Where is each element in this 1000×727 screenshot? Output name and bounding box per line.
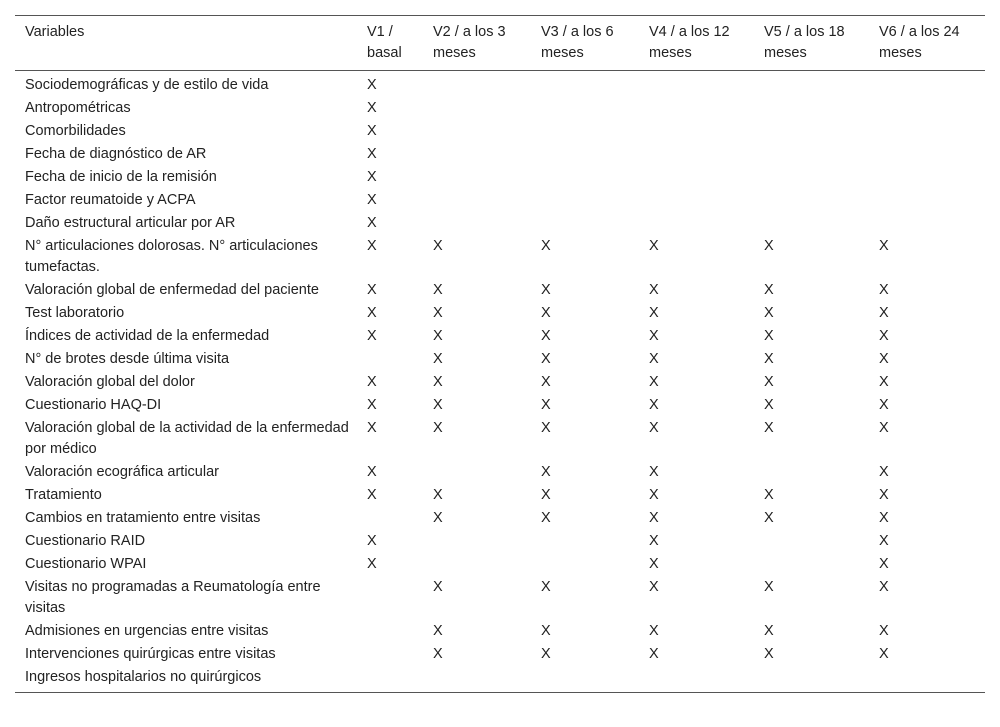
v2-cell: X: [433, 238, 443, 254]
v6-cell: X: [879, 579, 889, 595]
v1-cell: X: [367, 77, 377, 93]
variable-cell: Fecha de diagnóstico de AR: [25, 146, 207, 162]
table-row: [15, 394, 985, 417]
v1-cell: X: [367, 238, 377, 254]
table-body: [15, 71, 985, 693]
v6-cell: X: [879, 238, 889, 254]
variable-cell: Daño estructural articular por AR: [25, 215, 236, 231]
v1-cell: [357, 643, 423, 666]
v2-cell: X: [433, 510, 443, 526]
variable-cell: Tratamiento: [25, 487, 102, 503]
v5-cell: [754, 212, 869, 235]
table-container: [15, 15, 985, 693]
v5-cell: X: [764, 623, 774, 639]
v4-cell: X: [649, 556, 659, 572]
v2-cell: [423, 461, 531, 484]
variable-cell: Intervenciones quirúrgicas entre visitas: [25, 646, 276, 662]
v6-cell: X: [879, 397, 889, 413]
table-row: [15, 325, 985, 348]
v1-cell: X: [367, 282, 377, 298]
v2-cell: X: [433, 282, 443, 298]
table-row: [15, 71, 985, 98]
v6-cell: [869, 166, 985, 189]
v2-cell: X: [433, 397, 443, 413]
variable-cell: Cuestionario RAID: [25, 533, 146, 549]
variable-cell: Test laboratorio: [25, 305, 125, 321]
v6-cell: X: [879, 305, 889, 321]
v1-cell: X: [367, 533, 377, 549]
table-row: [15, 143, 985, 166]
v2-cell: X: [433, 351, 443, 367]
v6-cell: X: [879, 351, 889, 367]
table-row: [15, 484, 985, 507]
v1-cell: X: [367, 420, 377, 436]
v1-cell: [357, 620, 423, 643]
v4-cell: [639, 120, 754, 143]
v4-cell: X: [649, 282, 659, 298]
v4-cell: X: [649, 510, 659, 526]
v6-cell: [869, 189, 985, 212]
table-row: [15, 643, 985, 666]
v6-cell: X: [879, 556, 889, 572]
v5-cell: X: [764, 305, 774, 321]
v2-cell: [423, 71, 531, 98]
table-row: [15, 666, 985, 693]
v3-cell: X: [541, 464, 551, 480]
v2-cell: [423, 553, 531, 576]
v1-cell: X: [367, 215, 377, 231]
v1-cell: X: [367, 556, 377, 572]
v4-cell: X: [649, 305, 659, 321]
v3-cell: X: [541, 623, 551, 639]
v1-cell: X: [367, 328, 377, 344]
v5-cell: [754, 189, 869, 212]
table-row: [15, 576, 985, 620]
table-row: [15, 120, 985, 143]
visits-variables-table: [15, 15, 985, 693]
v4-cell: [639, 666, 754, 693]
v3-cell: [531, 553, 639, 576]
table-row: [15, 212, 985, 235]
v6-cell: X: [879, 646, 889, 662]
v4-cell: X: [649, 487, 659, 503]
v6-cell: X: [879, 510, 889, 526]
v1-cell: [357, 666, 423, 693]
v2-cell: [423, 166, 531, 189]
v5-cell: X: [764, 351, 774, 367]
header-v4: V4 / a los 12 meses: [639, 16, 754, 71]
header-v1: V1 / basal: [357, 16, 423, 71]
table-row: [15, 302, 985, 325]
v6-cell: X: [879, 374, 889, 390]
v3-cell: X: [541, 397, 551, 413]
v3-cell: [531, 143, 639, 166]
table-row: [15, 620, 985, 643]
v3-cell: X: [541, 510, 551, 526]
variable-cell: N° de brotes desde última visita: [25, 351, 230, 367]
v4-cell: [639, 166, 754, 189]
v2-cell: [423, 143, 531, 166]
v6-cell: X: [879, 533, 889, 549]
v5-cell: [754, 120, 869, 143]
v1-cell: X: [367, 464, 377, 480]
variable-cell: Admisiones en urgencias entre visitas: [25, 623, 269, 639]
v6-cell: X: [879, 420, 889, 436]
v3-cell: X: [541, 305, 551, 321]
variable-cell: Valoración global de enfermedad del paciente: [25, 282, 319, 298]
v3-cell: X: [541, 487, 551, 503]
table-row: [15, 417, 985, 461]
v3-cell: [531, 189, 639, 212]
v2-cell: [423, 120, 531, 143]
table-row: [15, 553, 985, 576]
v6-cell: [869, 97, 985, 120]
v5-cell: X: [764, 374, 774, 390]
v2-cell: [423, 530, 531, 553]
v6-cell: X: [879, 282, 889, 298]
v6-cell: X: [879, 464, 889, 480]
v4-cell: X: [649, 397, 659, 413]
table-row: [15, 97, 985, 120]
v2-cell: [423, 189, 531, 212]
v2-cell: X: [433, 579, 443, 595]
variable-cell: Valoración global del dolor: [25, 374, 195, 390]
v5-cell: X: [764, 238, 774, 254]
v1-cell: X: [367, 487, 377, 503]
variable-cell: Cambios en tratamiento entre visitas: [25, 510, 261, 526]
v3-cell: X: [541, 374, 551, 390]
v2-cell: [423, 212, 531, 235]
v3-cell: [531, 666, 639, 693]
v5-cell: [754, 530, 869, 553]
v3-cell: [531, 212, 639, 235]
v2-cell: X: [433, 646, 443, 662]
v4-cell: [639, 143, 754, 166]
v1-cell: [357, 348, 423, 371]
v1-cell: X: [367, 397, 377, 413]
v5-cell: [754, 166, 869, 189]
v4-cell: [639, 97, 754, 120]
table-row: [15, 166, 985, 189]
v2-cell: [423, 97, 531, 120]
variable-cell: N° articulaciones dolorosas. N° articulaciones tumefactas.: [25, 238, 318, 275]
header-v2: V2 / a los 3 meses: [423, 16, 531, 71]
v2-cell: [423, 666, 531, 693]
variable-cell: Antropométricas: [25, 100, 131, 116]
v1-cell: X: [367, 192, 377, 208]
v5-cell: [754, 666, 869, 693]
v5-cell: [754, 97, 869, 120]
v6-cell: X: [879, 623, 889, 639]
v1-cell: [357, 507, 423, 530]
v4-cell: X: [649, 533, 659, 549]
variable-cell: Valoración ecográfica articular: [25, 464, 219, 480]
variable-cell: Sociodemográficas y de estilo de vida: [25, 77, 269, 93]
v2-cell: X: [433, 374, 443, 390]
v3-cell: X: [541, 579, 551, 595]
v4-cell: X: [649, 420, 659, 436]
v1-cell: X: [367, 100, 377, 116]
v3-cell: [531, 71, 639, 98]
header-variables: Variables: [15, 16, 357, 71]
variable-cell: Valoración global de la actividad de la enfermedad por médico: [25, 420, 349, 457]
v4-cell: X: [649, 579, 659, 595]
table-row: [15, 348, 985, 371]
table-row: [15, 461, 985, 484]
v1-cell: X: [367, 123, 377, 139]
v4-cell: X: [649, 464, 659, 480]
table-row: [15, 279, 985, 302]
v6-cell: [869, 212, 985, 235]
v2-cell: X: [433, 305, 443, 321]
v6-cell: X: [879, 328, 889, 344]
v6-cell: [869, 120, 985, 143]
header-v5: V5 / a los 18 meses: [754, 16, 869, 71]
v4-cell: X: [649, 623, 659, 639]
v4-cell: [639, 212, 754, 235]
variable-cell: Fecha de inicio de la remisión: [25, 169, 217, 185]
variable-cell: Ingresos hospitalarios no quirúrgicos: [15, 666, 357, 693]
v5-cell: X: [764, 510, 774, 526]
v4-cell: X: [649, 328, 659, 344]
v3-cell: [531, 530, 639, 553]
v5-cell: [754, 553, 869, 576]
v3-cell: X: [541, 238, 551, 254]
v5-cell: [754, 461, 869, 484]
v4-cell: X: [649, 238, 659, 254]
v1-cell: X: [367, 305, 377, 321]
table-row: [15, 530, 985, 553]
table-header: [15, 16, 985, 71]
v2-cell: X: [433, 420, 443, 436]
v3-cell: X: [541, 351, 551, 367]
v5-cell: X: [764, 420, 774, 436]
variable-cell: Cuestionario HAQ-DI: [25, 397, 162, 413]
v5-cell: X: [764, 646, 774, 662]
v5-cell: X: [764, 397, 774, 413]
v2-cell: X: [433, 623, 443, 639]
v3-cell: [531, 166, 639, 189]
v4-cell: X: [649, 374, 659, 390]
variable-cell: Visitas no programadas a Reumatología entre visitas: [25, 579, 321, 616]
v4-cell: [639, 71, 754, 98]
v5-cell: X: [764, 579, 774, 595]
v4-cell: X: [649, 646, 659, 662]
v3-cell: X: [541, 420, 551, 436]
variable-cell: Cuestionario WPAI: [25, 556, 147, 572]
variable-cell: Índices de actividad de la enfermedad: [25, 328, 270, 344]
v6-cell: X: [879, 487, 889, 503]
variable-cell: Comorbilidades: [25, 123, 126, 139]
v3-cell: [531, 97, 639, 120]
v4-cell: X: [649, 351, 659, 367]
v3-cell: X: [541, 328, 551, 344]
header-v6: V6 / a los 24 meses: [869, 16, 985, 71]
v4-cell: [639, 189, 754, 212]
v5-cell: X: [764, 282, 774, 298]
v3-cell: X: [541, 282, 551, 298]
table-row: [15, 371, 985, 394]
v6-cell: [869, 71, 985, 98]
v1-cell: X: [367, 169, 377, 185]
v1-cell: X: [367, 146, 377, 162]
v5-cell: X: [764, 328, 774, 344]
header-v3: V3 / a los 6 meses: [531, 16, 639, 71]
v3-cell: [531, 120, 639, 143]
table-row: [15, 189, 985, 212]
table-row: [15, 507, 985, 530]
v2-cell: X: [433, 328, 443, 344]
v5-cell: X: [764, 487, 774, 503]
v1-cell: X: [367, 374, 377, 390]
v5-cell: [754, 71, 869, 98]
v5-cell: [754, 143, 869, 166]
v3-cell: X: [541, 646, 551, 662]
v6-cell: [869, 666, 985, 693]
variable-cell: Factor reumatoide y ACPA: [25, 192, 196, 208]
table-row: [15, 235, 985, 279]
v6-cell: [869, 143, 985, 166]
v2-cell: X: [433, 487, 443, 503]
header-row: [15, 16, 985, 71]
v1-cell: [357, 576, 423, 620]
